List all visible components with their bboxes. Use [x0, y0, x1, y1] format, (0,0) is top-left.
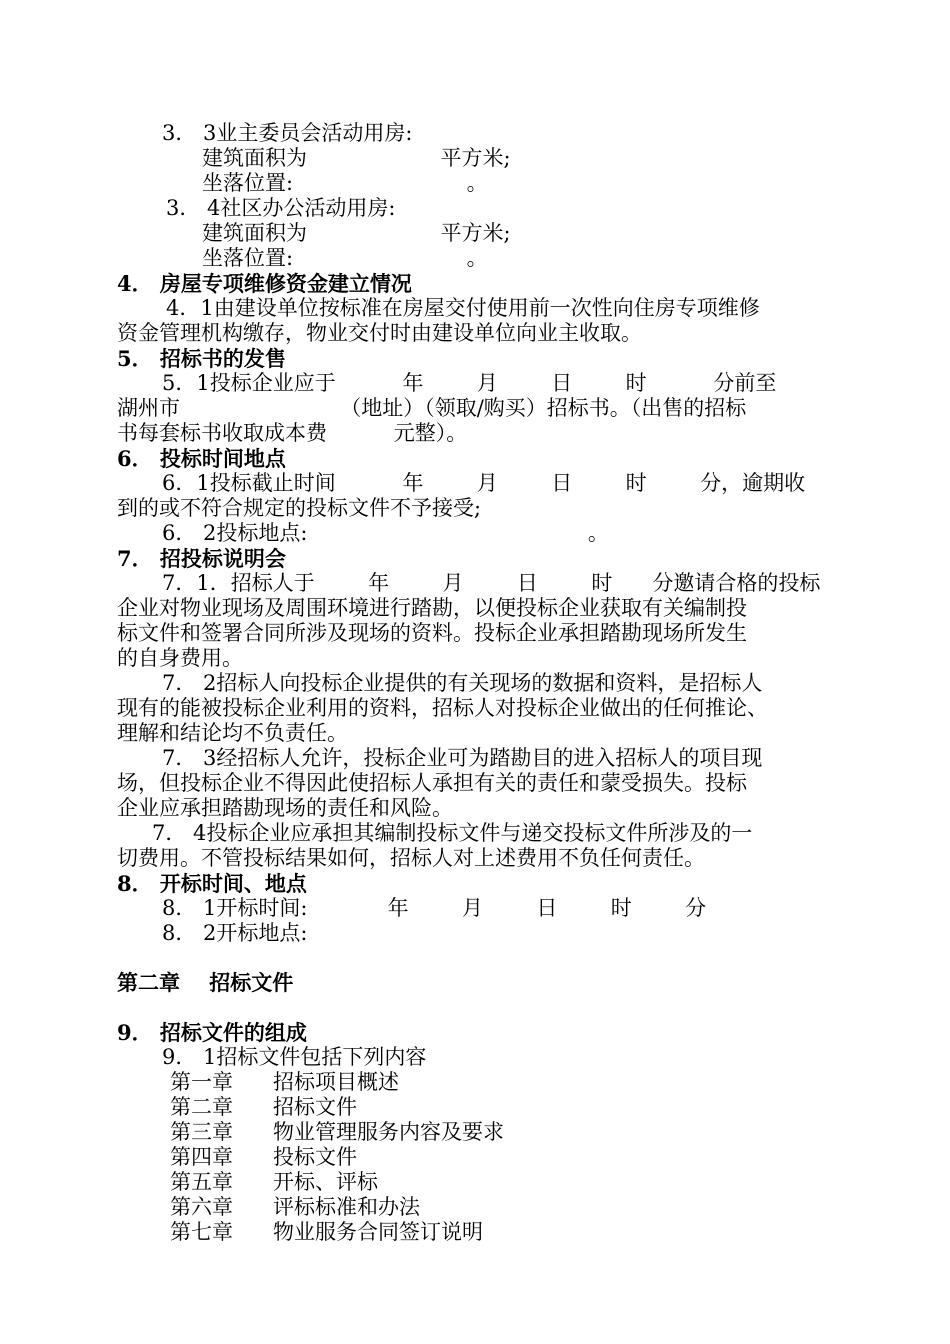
toc-chapter-3: 第三章 物业管理服务内容及要求 — [170, 1120, 505, 1144]
para-6-1-l2: 到的或不符合规定的投标文件不予接受; — [117, 496, 482, 520]
para-7-1-l2: 企业对物业现场及周围环境进行踏勘，以便投标企业获取有关编制投 — [117, 596, 747, 620]
toc-chapter-6: 第六章 评标标准和办法 — [170, 1195, 421, 1219]
para-4-1-l2: 资金管理机构缴存，物业交付时由建设单位向业主收取。 — [117, 321, 642, 345]
para-7-2-l3: 理解和结论均不负责任。 — [117, 721, 348, 745]
para-7-3-l1: 7． 3经招标人允许，投标企业可为踏勘目的进入招标人的项目现 — [162, 746, 763, 770]
sec-3-4-area: 建筑面积为 平方米; — [202, 221, 511, 245]
para-7-3-l2: 场，但投标企业不得因此使招标人承担有关的责任和蒙受损失。投标 — [117, 771, 747, 795]
para-4-1-l1: 4．1由建设单位按标准在房屋交付使用前一次性向住房专项维修 — [166, 296, 760, 320]
chapter-2-title: 第二章 招标文件 — [117, 970, 294, 995]
para-5-1-l3: 书每套标书收取成本费 元整）。 — [117, 421, 468, 445]
sec-3-4-location: 坐落位置: 。 — [202, 246, 488, 270]
heading-5: 5． 招标书的发售 — [117, 346, 286, 371]
para-8-1: 8． 1开标时间: 年 月 日 时 分 — [162, 896, 707, 920]
toc-chapter-2: 第二章 招标文件 — [170, 1095, 358, 1119]
heading-7: 7． 招投标说明会 — [117, 546, 286, 571]
para-7-1-l4: 的自身费用。 — [117, 646, 243, 670]
toc-chapter-5: 第五章 开标、评标 — [170, 1170, 379, 1194]
para-7-3-l3: 企业应承担踏勘现场的责任和风险。 — [117, 796, 453, 820]
heading-9: 9． 招标文件的组成 — [117, 1020, 307, 1045]
para-7-2-l1: 7． 2招标人向投标企业提供的有关现场的数据和资料，是招标人 — [162, 671, 763, 695]
sec-3-4-title: 3． 4社区办公活动用房: — [166, 196, 396, 220]
para-5-1-l2: 湖州市 （地址）（领取/购买）招标书。（出售的招标 — [117, 396, 747, 420]
para-7-2-l2: 现有的能被投标企业利用的资料，招标人对投标企业做出的任何推论、 — [117, 696, 768, 720]
para-7-4-l2: 切费用。不管投标结果如何，招标人对上述费用不负任何责任。 — [117, 846, 705, 870]
sec-3-3-title: 3． 3业主委员会活动用房: — [162, 121, 413, 145]
heading-6: 6． 投标时间地点 — [117, 446, 286, 471]
toc-chapter-1: 第一章 招标项目概述 — [170, 1070, 400, 1094]
toc-chapter-4: 第四章 投标文件 — [170, 1145, 358, 1169]
para-8-2: 8． 2开标地点: — [162, 921, 308, 945]
para-6-1-l1: 6．1投标截止时间 年 月 日 时 分，逾期收 — [162, 471, 806, 495]
para-7-1-l1: 7．1．招标人于 年 月 日 时 分邀请合格的投标 — [162, 571, 821, 595]
para-6-2: 6． 2投标地点: 。 — [162, 521, 609, 545]
heading-4: 4． 房屋专项维修资金建立情况 — [117, 271, 412, 296]
para-7-4-l1: 7． 4投标企业应承担其编制投标文件与递交投标文件所涉及的一 — [152, 821, 753, 845]
para-9-1: 9． 1招标文件包括下列内容 — [162, 1045, 427, 1069]
para-7-1-l3: 标文件和签署合同所涉及现场的资料。投标企业承担踏勘现场所发生 — [117, 621, 747, 645]
sec-3-3-location: 坐落位置: 。 — [202, 171, 488, 195]
toc-chapter-7: 第七章 物业服务合同签订说明 — [170, 1220, 484, 1244]
heading-8: 8． 开标时间、地点 — [117, 871, 307, 896]
para-5-1-l1: 5．1投标企业应于 年 月 日 时 分前至 — [162, 371, 777, 395]
sec-3-3-area: 建筑面积为 平方米; — [202, 146, 511, 170]
